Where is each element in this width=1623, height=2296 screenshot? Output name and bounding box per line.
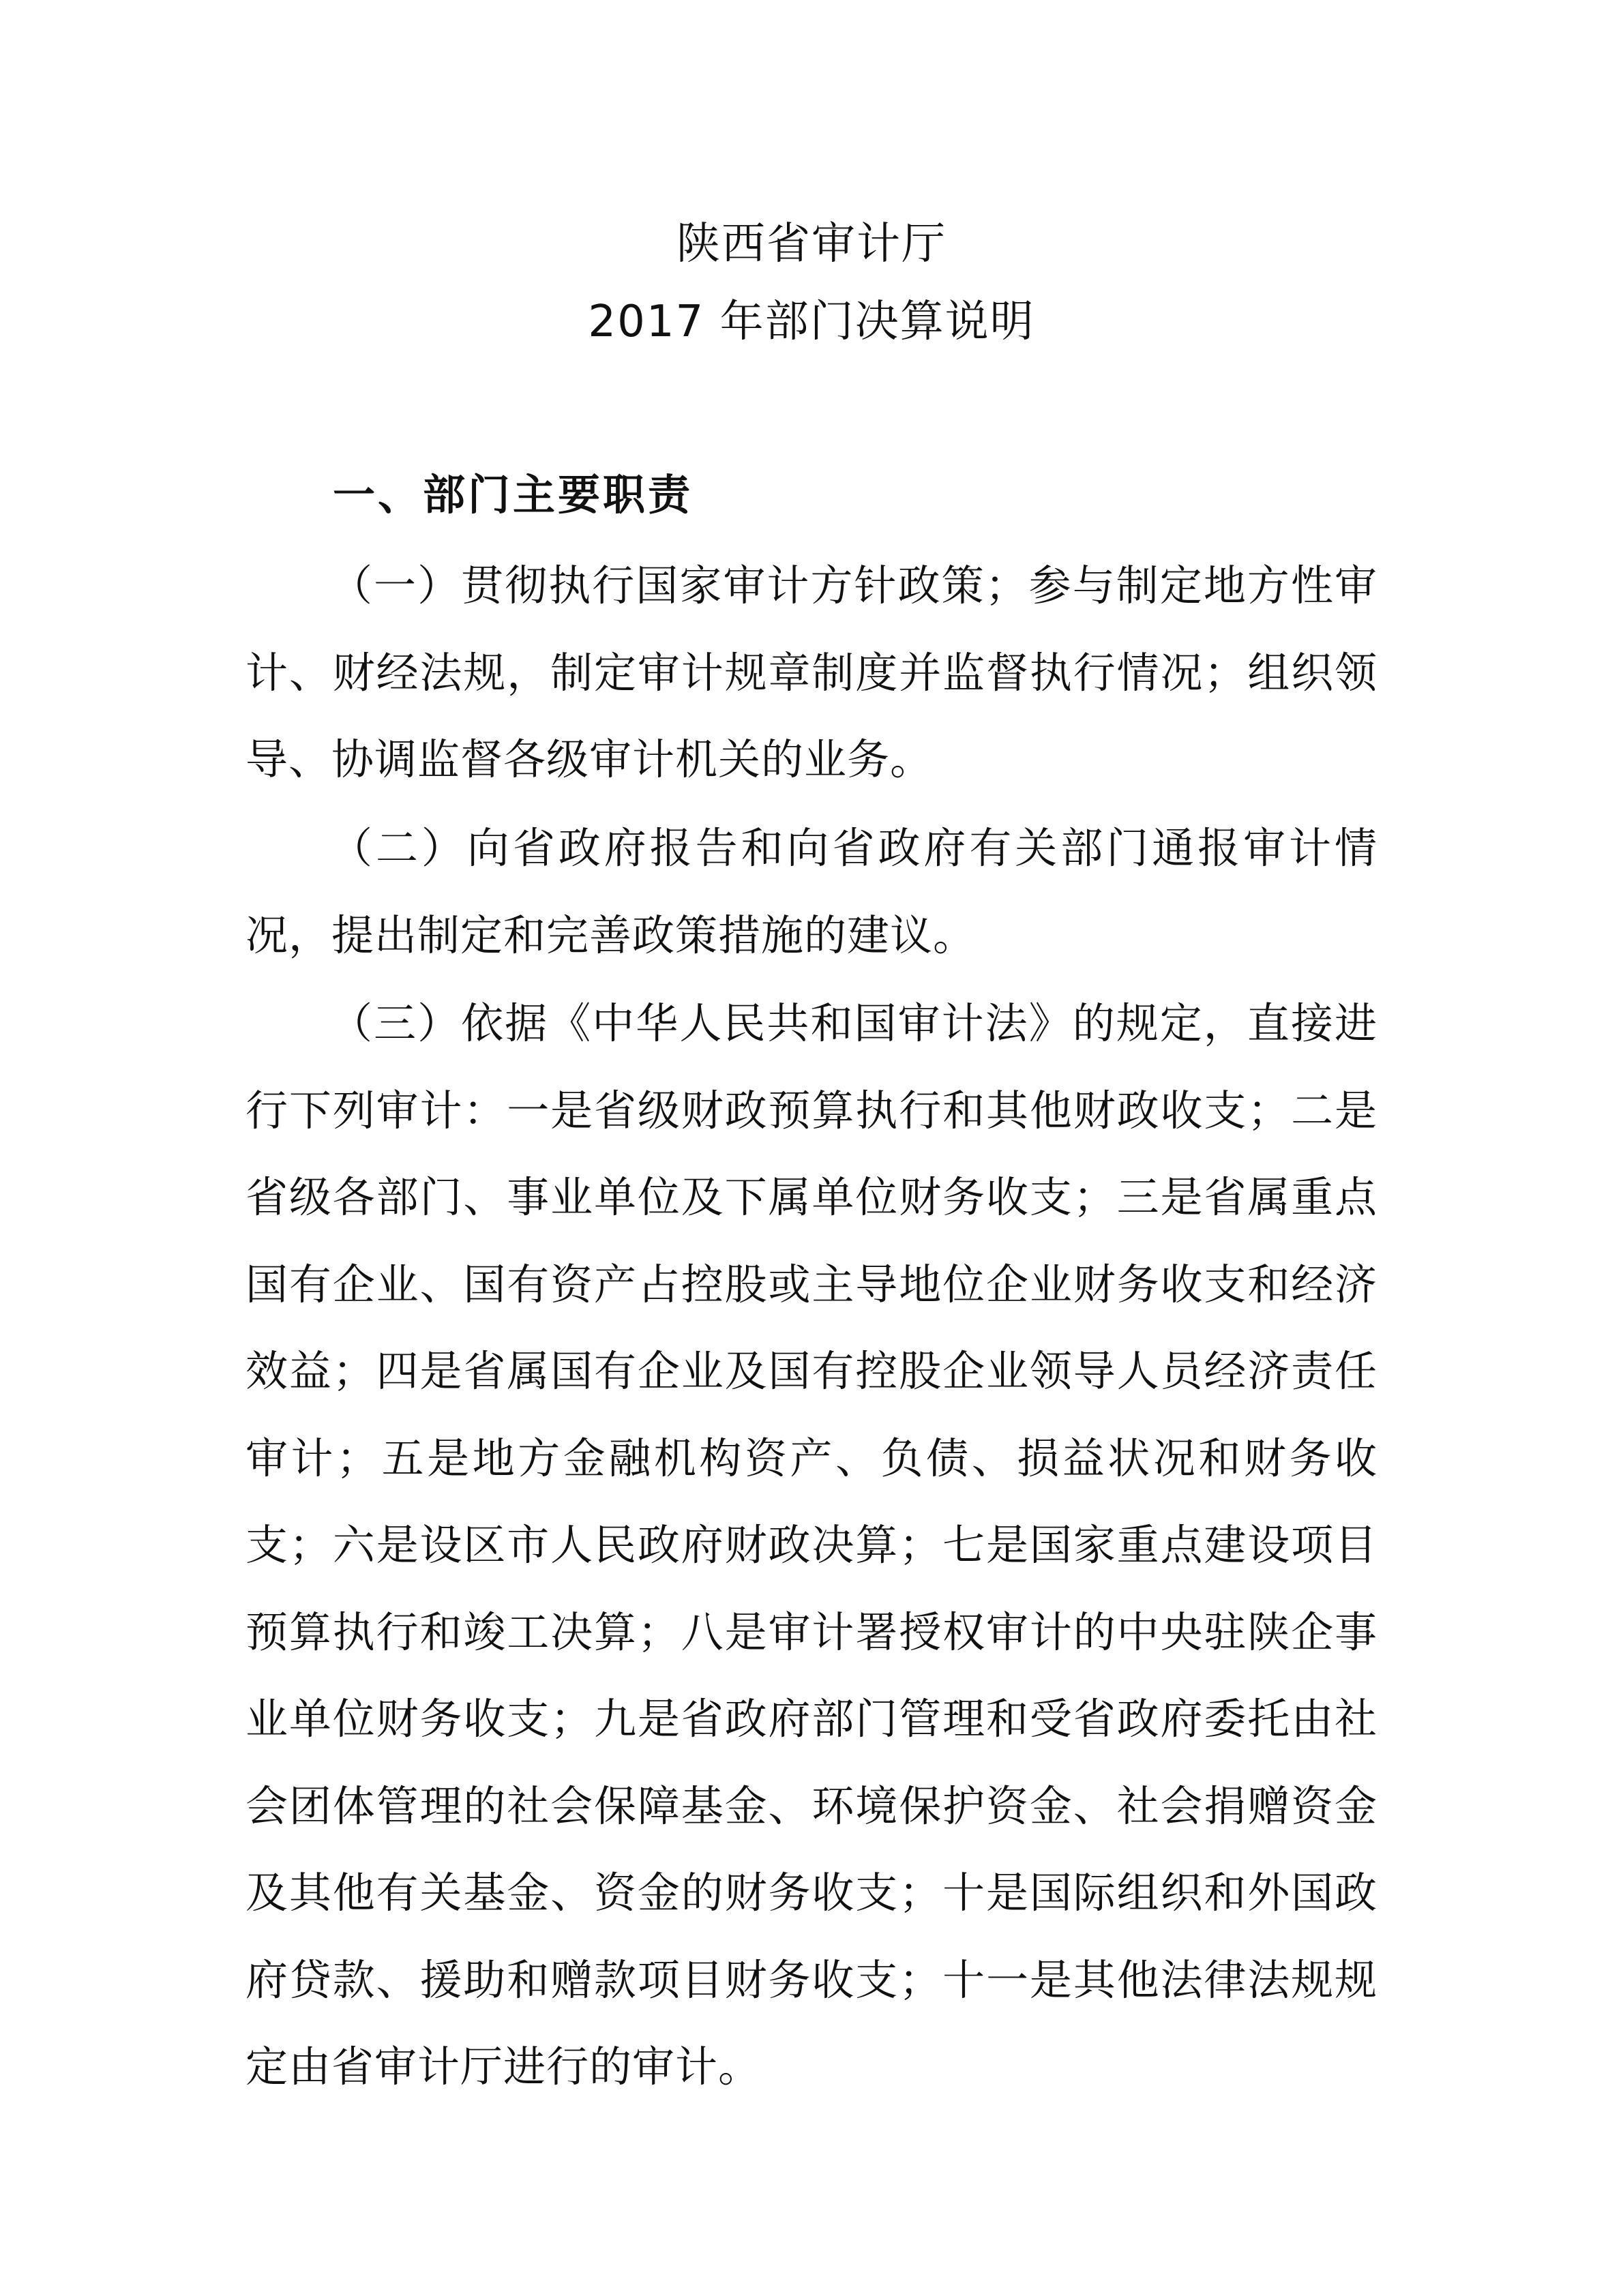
section-heading: 一、部门主要职责 bbox=[333, 470, 694, 520]
paragraph-2: （二）向省政府报告和向省政府有关部门通报审计情况，提出制定和完善政策措施的建议。 bbox=[245, 823, 1378, 960]
document-title: 陕西省审计厅 bbox=[676, 219, 947, 269]
paragraph-3: （三）依据《中华人民共和国审计法》的规定，直接进行下列审计：一是省级财政预算执行和其他财政收支；二是省级各部门、事业单位及下属单位财务收支；三是省属重点国有企业、国有资产占控股或主导地位企业财务收支和经济效益；四是省属国有企业及国有控股企业领导人员经济责任审计；五是地方金融机构资产、负债、损益状况和财务收支；六是设区市人民政府财政决算；七是国家重点建设项目预算执行和竣工决算；八是审计署授权审计的中央驻陕企事业单位财务收支；九是省政府部门管理和受省政府委托由社会团体管理的社会保障基金、环境保护资金、社会捐赠资金及其他有关基金、资金的财务收支；十是国际组织和外国政府贷款、援助和赠款项目财务收支；十一是其他法律法规规定由省审计厅进行的审计。 bbox=[245, 998, 1378, 2091]
paragraph-1: （一）贯彻执行国家审计方针政策；参与制定地方性审计、财经法规，制定审计规章制度并监督执行情况；组织领导、协调监督各级审计机关的业务。 bbox=[245, 561, 1378, 784]
document-subtitle: 2017 年部门决算说明 bbox=[588, 297, 1035, 347]
